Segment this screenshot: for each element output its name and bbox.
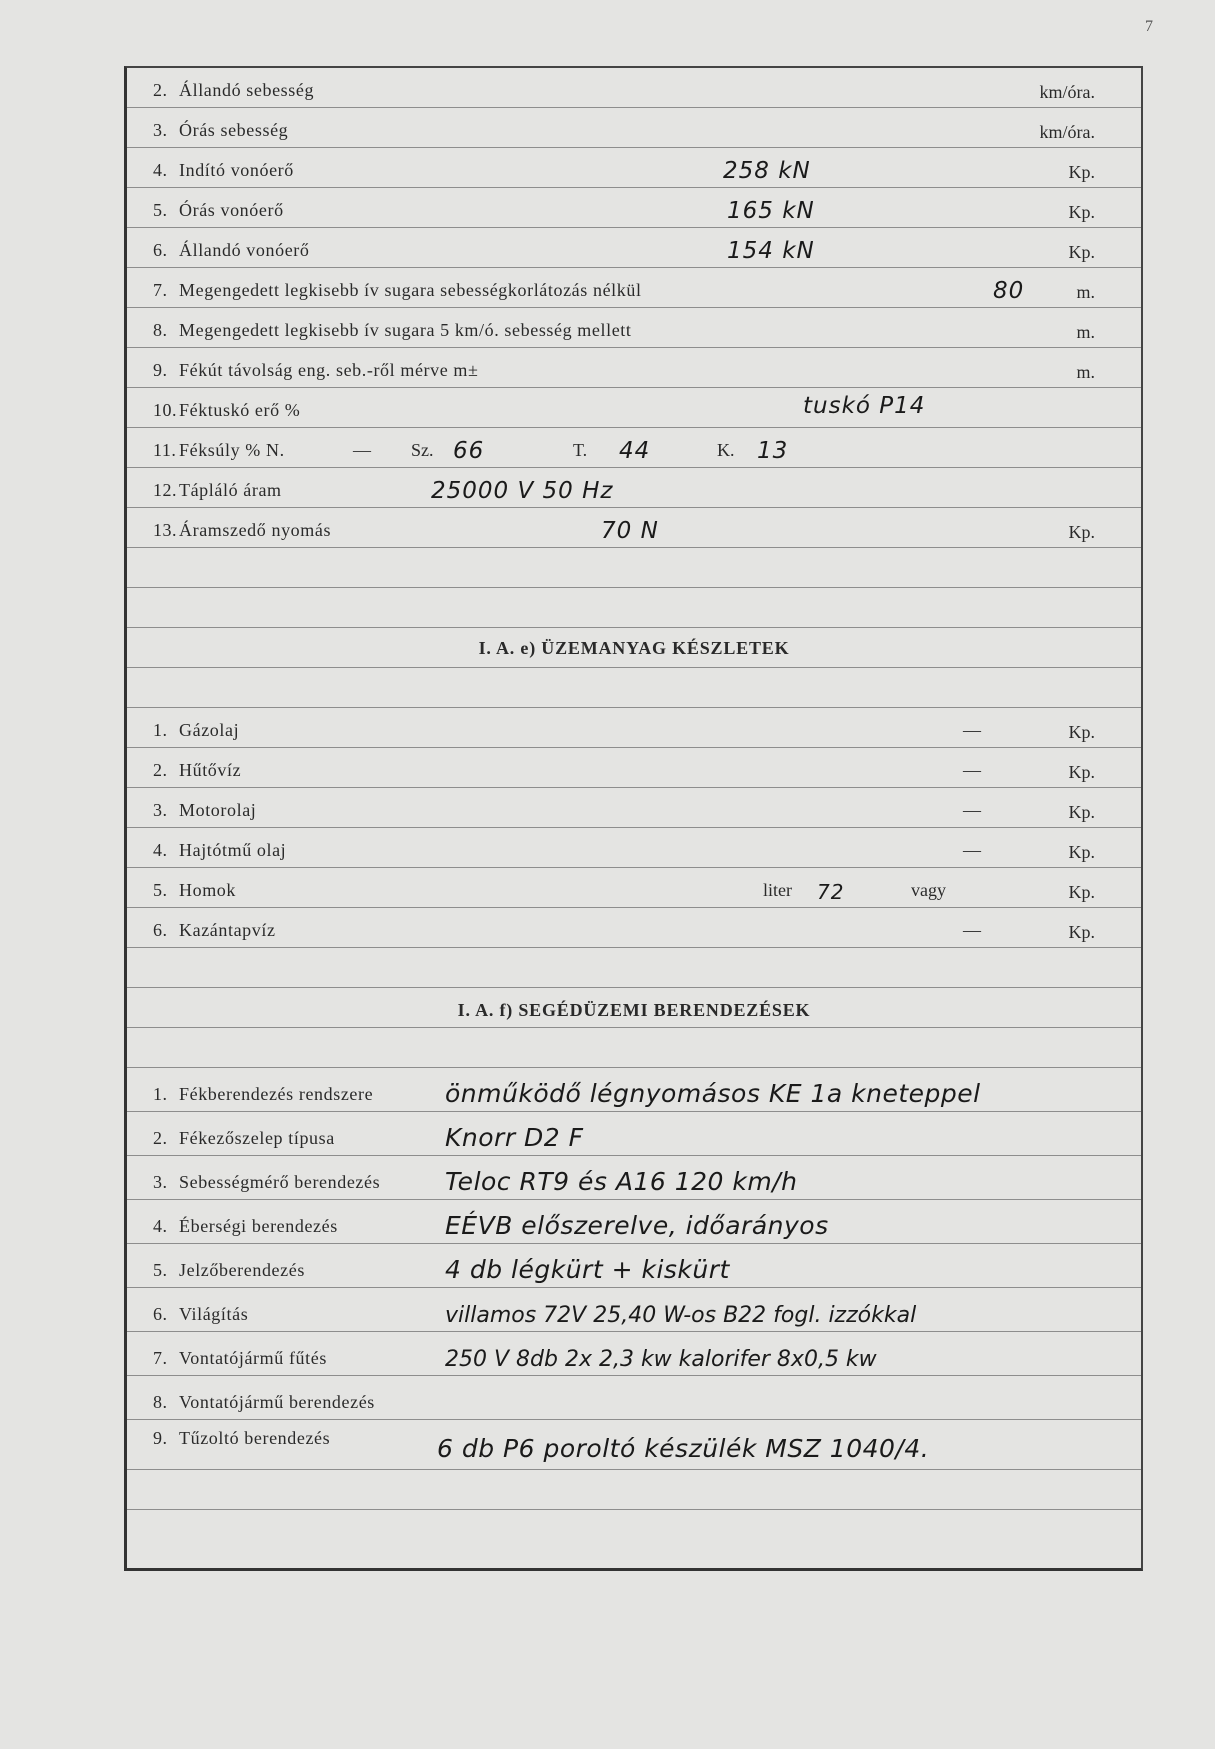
- row-blank: [127, 948, 1141, 988]
- row-unit: Kp.: [1068, 162, 1095, 182]
- row-label: Éberségi berendezés: [179, 1216, 338, 1236]
- row-value-dash: —: [963, 840, 981, 860]
- row-label: Hajtótmű olaj: [179, 840, 287, 860]
- row-constant-speed: [127, 68, 1141, 108]
- row-number: 1.: [153, 1084, 168, 1104]
- row-label: Fékberendezés rendszere: [179, 1084, 374, 1104]
- row-speedometer: [127, 1156, 1141, 1200]
- row-unit: Kp.: [1068, 522, 1095, 542]
- row-label: Fékút távolság eng. seb.-ről mérve m±: [179, 360, 479, 380]
- row-blank: [127, 588, 1141, 628]
- section-e-heading-row: [127, 628, 1141, 668]
- brake-weight-sz-value: 66: [453, 438, 485, 464]
- handwritten-value: 154 kN: [727, 238, 815, 264]
- row-hourly-speed: [127, 108, 1141, 148]
- row-number: 8.: [153, 320, 168, 340]
- row-number: 2.: [153, 1128, 168, 1148]
- row-label: Megengedett legkisebb ív sugara sebességkorlátozás nélkül: [179, 280, 642, 300]
- row-label: Gázolaj: [179, 720, 240, 740]
- row-number: 1.: [153, 720, 168, 740]
- row-number: 13.: [153, 520, 177, 540]
- row-blank: [127, 1510, 1141, 1550]
- row-supply-current: [127, 468, 1141, 508]
- row-number: 2.: [153, 80, 168, 100]
- row-unit: Kp.: [1068, 802, 1095, 822]
- handwritten-value: 258 kN: [723, 158, 811, 184]
- row-unit: km/óra.: [1039, 122, 1095, 142]
- handwritten-value: 250 V 8db 2x 2,3 kw kalorifer 8x0,5 kw: [445, 1347, 877, 1372]
- row-unit: m.: [1076, 362, 1095, 382]
- row-label: Féksúly % N.: [179, 440, 285, 460]
- row-brake-valve-type: [127, 1112, 1141, 1156]
- row-number: 9.: [153, 360, 168, 380]
- row-label: Tápláló áram: [179, 480, 282, 500]
- brake-weight-t-value: 44: [619, 438, 651, 464]
- sand-liter-label: liter: [763, 880, 792, 900]
- handwritten-value: 25000 V 50 Hz: [431, 478, 614, 504]
- row-brake-weight: [127, 428, 1141, 468]
- row-number: 7.: [153, 280, 168, 300]
- row-label: Órás sebesség: [179, 120, 289, 140]
- row-blank: [127, 1028, 1141, 1068]
- row-unit: km/óra.: [1039, 82, 1095, 102]
- row-unit: Kp.: [1068, 762, 1095, 782]
- row-number: 10.: [153, 400, 177, 420]
- row-number: 12.: [153, 480, 177, 500]
- row-braking-distance: [127, 348, 1141, 388]
- row-number: 7.: [153, 1348, 168, 1368]
- row-label: Megengedett legkisebb ív sugara 5 km/ó. sebesség mellett: [179, 320, 632, 340]
- row-boiler-water: [127, 908, 1141, 948]
- row-number: 5.: [153, 1260, 168, 1280]
- brake-weight-k-value: 13: [757, 438, 789, 464]
- row-brake-block-force: [127, 388, 1141, 428]
- row-label: Jelzőberendezés: [179, 1260, 305, 1280]
- row-number: 3.: [153, 1172, 168, 1192]
- row-lighting: [127, 1288, 1141, 1332]
- handwritten-value: önműködő légnyomásos KE 1a kneteppel: [445, 1079, 981, 1108]
- row-unit: Kp.: [1068, 882, 1095, 902]
- row-value-dash: —: [963, 800, 981, 820]
- handwritten-value: 4 db légkürt + kiskürt: [445, 1255, 730, 1284]
- row-unit: m.: [1076, 322, 1095, 342]
- row-value-dash: —: [963, 920, 981, 940]
- row-label: Vontatójármű fűtés: [179, 1348, 327, 1368]
- row-label: Fékezőszelep típusa: [179, 1128, 335, 1148]
- row-value-dash: —: [963, 760, 981, 780]
- row-blank: [127, 1470, 1141, 1510]
- handwritten-value: 165 kN: [727, 198, 815, 224]
- row-constant-tractive-force: [127, 228, 1141, 268]
- row-label: Motorolaj: [179, 800, 257, 820]
- row-label: Állandó vonóerő: [179, 240, 310, 260]
- row-label: Hűtővíz: [179, 760, 242, 780]
- handwritten-value: Teloc RT9 és A16 120 km/h: [445, 1167, 798, 1196]
- row-number: 4.: [153, 1216, 168, 1236]
- row-number: 8.: [153, 1392, 168, 1412]
- row-pantograph-pressure: [127, 508, 1141, 548]
- row-unit: Kp.: [1068, 722, 1095, 742]
- handwritten-value: 6 db P6 poroltó készülék MSZ 1040/4.: [437, 1434, 930, 1463]
- section-e-title: I. A. e) ÜZEMANYAG KÉSZLETEK: [478, 638, 790, 658]
- row-label: Állandó sebesség: [179, 80, 315, 100]
- brake-weight-n-dash: —: [353, 440, 371, 460]
- row-brake-system: [127, 1068, 1141, 1112]
- brake-weight-k-label: K.: [717, 440, 735, 460]
- page-number: 7: [1145, 18, 1153, 35]
- row-number: 3.: [153, 120, 168, 140]
- brake-weight-t-label: T.: [573, 440, 588, 460]
- row-label: Világítás: [179, 1304, 249, 1324]
- row-motor-oil: [127, 788, 1141, 828]
- row-coolant: [127, 748, 1141, 788]
- sand-or-label: vagy: [911, 880, 946, 900]
- handwritten-value: EÉVB előszerelve, időarányos: [445, 1211, 829, 1240]
- row-starting-tractive-force: [127, 148, 1141, 188]
- row-label: Tűzoltó berendezés: [179, 1428, 331, 1448]
- handwritten-value: 80: [993, 278, 1025, 304]
- row-number: 6.: [153, 920, 168, 940]
- row-diesel: [127, 708, 1141, 748]
- row-number: 5.: [153, 880, 168, 900]
- handwritten-value: Knorr D2 F: [445, 1123, 584, 1152]
- row-label: Kazántapvíz: [179, 920, 276, 940]
- row-min-curve-radius-5kmh: [127, 308, 1141, 348]
- handwritten-value: tuskó P14: [803, 393, 926, 419]
- row-label: Féktuskó erő %: [179, 400, 301, 420]
- row-unit: Kp.: [1068, 242, 1095, 262]
- brake-weight-sz-label: Sz.: [411, 440, 434, 460]
- handwritten-value: 70 N: [601, 518, 659, 544]
- row-number: 4.: [153, 840, 168, 860]
- row-number: 11.: [153, 440, 177, 460]
- row-label: Órás vonóerő: [179, 200, 284, 220]
- row-heating: [127, 1332, 1141, 1376]
- row-unit: m.: [1076, 282, 1095, 302]
- row-blank: [127, 668, 1141, 708]
- sand-liter-value: 72: [817, 880, 845, 904]
- row-number: 3.: [153, 800, 168, 820]
- row-unit: Kp.: [1068, 202, 1095, 222]
- row-value-dash: —: [963, 720, 981, 740]
- row-number: 6.: [153, 240, 168, 260]
- form-sheet: [124, 66, 1143, 1571]
- section-f-heading-row: [127, 988, 1141, 1028]
- row-vehicle-equipment: [127, 1376, 1141, 1420]
- row-number: 6.: [153, 1304, 168, 1324]
- row-label: Homok: [179, 880, 236, 900]
- row-label: Vontatójármű berendezés: [179, 1392, 375, 1412]
- row-gear-oil: [127, 828, 1141, 868]
- row-number: 4.: [153, 160, 168, 180]
- row-fire-equipment: [127, 1420, 1141, 1470]
- row-hourly-tractive-force: [127, 188, 1141, 228]
- row-number: 5.: [153, 200, 168, 220]
- row-number: 2.: [153, 760, 168, 780]
- row-number: 9.: [153, 1428, 168, 1448]
- row-unit: Kp.: [1068, 842, 1095, 862]
- row-sand: [127, 868, 1141, 908]
- section-f-title: I. A. f) SEGÉDÜZEMI BERENDEZÉSEK: [457, 1000, 811, 1020]
- row-signal-device: [127, 1244, 1141, 1288]
- handwritten-value: villamos 72V 25,40 W-os B22 fogl. izzókkal: [445, 1303, 917, 1328]
- row-min-curve-radius: [127, 268, 1141, 308]
- row-unit: Kp.: [1068, 922, 1095, 942]
- row-vigilance-device: [127, 1200, 1141, 1244]
- row-label: Áramszedő nyomás: [179, 520, 332, 540]
- row-label: Sebességmérő berendezés: [179, 1172, 381, 1192]
- row-label: Indító vonóerő: [179, 160, 294, 180]
- row-blank: [127, 548, 1141, 588]
